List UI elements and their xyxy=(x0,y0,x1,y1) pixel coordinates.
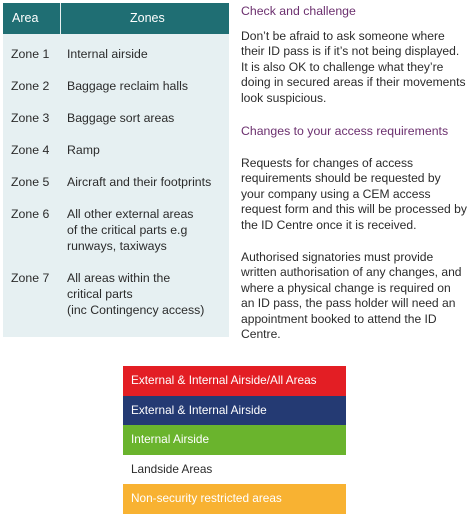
header-area: Area xyxy=(12,11,39,25)
zone-description: Aircraft and their footprints xyxy=(67,175,212,189)
zone-description: Internal airside xyxy=(67,47,148,61)
legend-item: External & Internal Airside/All Areas xyxy=(123,366,346,396)
zone-area: Zone 2 xyxy=(11,79,50,93)
zone-area: Zone 1 xyxy=(11,47,50,61)
zone-area: Zone 3 xyxy=(11,111,50,125)
zone-description: All other external areas of the critical parts e.g runways, taxiways xyxy=(67,207,194,253)
header-divider xyxy=(60,3,61,34)
zone-area: Zone 5 xyxy=(11,175,50,189)
zones-table xyxy=(3,3,229,337)
legend-item: External & Internal Airside xyxy=(123,396,346,426)
access-changes-paragraph-1: Requests for changes of access requirements should be requested by your company using a CEM access request form and this will be processed by the ID Centre once it is received. xyxy=(241,156,467,232)
zone-description: Baggage reclaim halls xyxy=(67,79,188,93)
header-zones: Zones xyxy=(130,11,165,25)
area-color-legend xyxy=(123,366,346,514)
zone-area: Zone 6 xyxy=(11,207,50,221)
access-changes-paragraph-2: Authorised signatories must provide written authorisation of any changes, and where a physical change is required on an ID pass, the pass holder will need an appointment booked to attend the ID Centre. xyxy=(241,250,462,342)
legend-item: Landside Areas xyxy=(123,455,346,485)
legend-item: Internal Airside xyxy=(123,425,346,455)
zone-area: Zone 4 xyxy=(11,143,50,157)
zones-table-header xyxy=(3,3,229,34)
check-challenge-heading: Check and challenge xyxy=(241,4,356,18)
zone-description: Baggage sort areas xyxy=(67,111,175,125)
zone-description: Ramp xyxy=(67,143,100,157)
access-changes-heading: Changes to your access requirements xyxy=(241,124,449,138)
check-challenge-text: Don’t be afraid to ask someone where their ID pass is if it’s not being displayed. It is also OK to challenge what they’re doing in secured areas if their movements look suspicious. xyxy=(241,29,466,105)
zone-description: All areas within the critical parts (inc Contingency access) xyxy=(67,271,205,317)
zone-area: Zone 7 xyxy=(11,271,50,285)
legend-item: Non-security restricted areas xyxy=(123,484,346,514)
